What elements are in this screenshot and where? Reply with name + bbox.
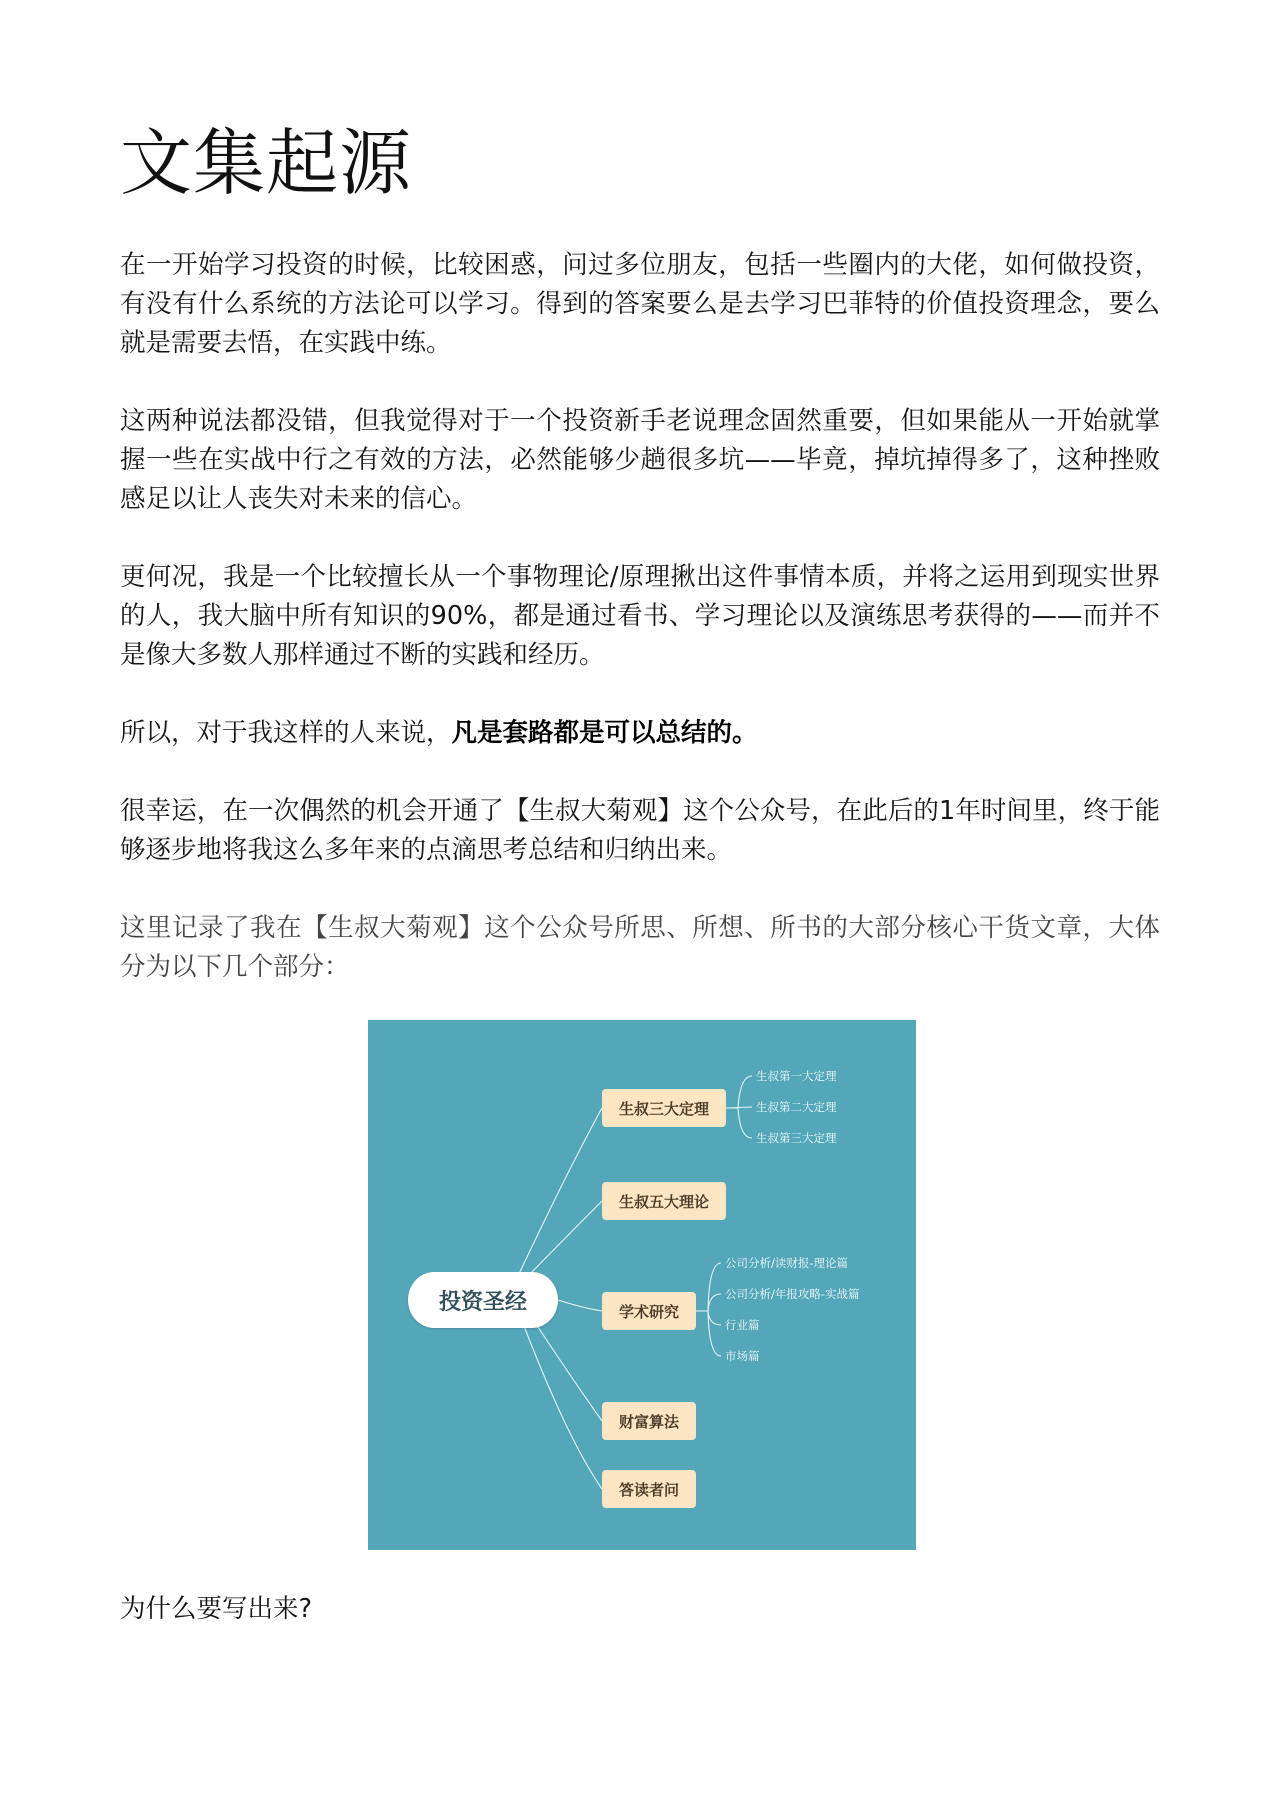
mindmap-branch-2: 生叔五大理论 [602, 1182, 726, 1220]
mindmap-leaf-1-2: 生叔第二大定理 [756, 1100, 837, 1114]
paragraph-5: 很幸运，在一次偶然的机会开通了【生叔大菊观】这个公众号，在此后的1年时间里，终于能够逐步地将我这么多年来的点滴思考总结和归纳出来。 [120, 796, 1160, 865]
paragraph-2: 这两种说法都没错，但我觉得对于一个投资新手老说理念固然重要，但如果能从一开始就掌握一些在实战中行之有效的方法，必然能够少趟很多坑——毕竟，掉坑掉得多了，这种挫败感足以让人丧失对未来的信心。 [120, 406, 1160, 514]
connector-branch-1-leaf-1 [726, 1076, 752, 1108]
connector-root-branch-3 [558, 1300, 602, 1311]
paragraph-3: 更何况，我是一个比较擅长从一个事物理论/原理揪出这件事情本质，并将之运用到现实世界的人，我大脑中所有知识的90%，都是通过看书、学习理论以及演练思考获得的——而并不是像大多数人那样通过不断的实践和经历。 [120, 562, 1160, 670]
mindmap-branch-1: 生叔三大定理 [602, 1089, 726, 1127]
paragraph-4 [120, 714, 1160, 753]
mindmap-leaf-1-3: 生叔第三大定理 [756, 1131, 837, 1145]
mindmap-root-node: 投资圣经 [408, 1272, 558, 1328]
mindmap-leaf-1-1: 生叔第一大定理 [756, 1069, 837, 1083]
connector-root-branch-1 [518, 1108, 602, 1276]
connector-root-branch-5 [524, 1326, 602, 1489]
connector-branch-3-leaf-4 [696, 1311, 721, 1356]
section-question: 为什么要写出来? [120, 1594, 313, 1624]
connector-root-branch-4 [536, 1324, 602, 1421]
mindmap-leaf-3-2: 公司分析/年报攻略-实战篇 [725, 1287, 860, 1301]
paragraph-1: 在一开始学习投资的时候，比较困惑，问过多位朋友，包括一些圈内的大佬，如何做投资，有没有什么系统的方法论可以学习。得到的答案要么是去学习巴菲特的价值投资理念，要么就是需要去悟，在实践中练。 [120, 250, 1160, 358]
paragraph-4-bold: 凡是套路都是可以总结的。 [451, 718, 758, 748]
connector-branch-1-leaf-3 [726, 1108, 752, 1138]
mindmap-leaf-3-4: 市场篇 [725, 1349, 760, 1363]
mindmap-leaf-3-3: 行业篇 [725, 1318, 760, 1332]
mindmap-branch-4: 财富算法 [602, 1402, 696, 1440]
connector-root-branch-2 [528, 1201, 602, 1276]
paragraph-6: 这里记录了我在【生叔大菊观】这个公众号所思、所想、所书的大部分核心干货文章，大体分为以下几个部分： [120, 913, 1160, 982]
page-title: 文集起源 [120, 121, 413, 205]
mindmap-figure [368, 1020, 916, 1550]
mindmap-branch-3: 学术研究 [602, 1292, 696, 1330]
connector-branch-3-leaf-1 [696, 1263, 721, 1311]
mindmap-branch-5: 答读者问 [602, 1470, 696, 1508]
mindmap-leaf-3-1: 公司分析/读财报-理论篇 [725, 1256, 849, 1270]
paragraph-4-text: 所以，对于我这样的人来说， [120, 718, 452, 748]
